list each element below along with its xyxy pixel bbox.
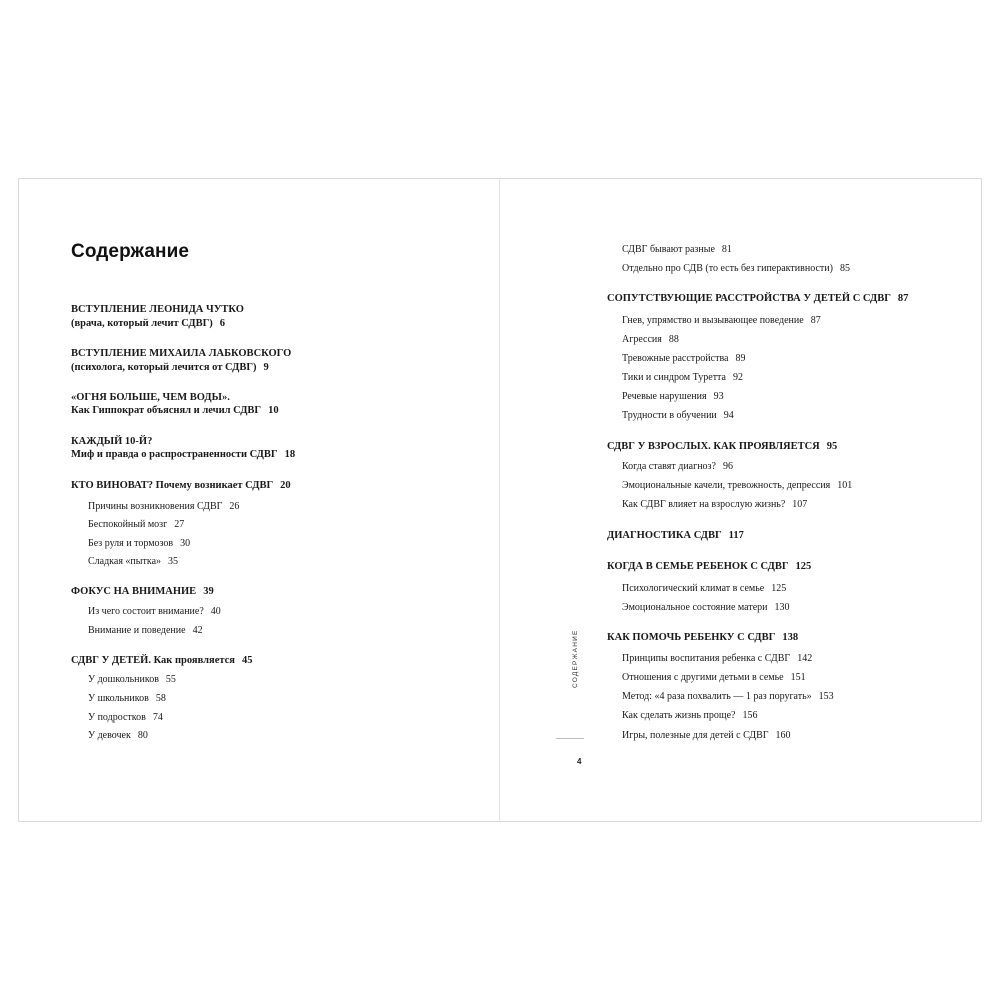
toc-entry-title: Гнев, упрямство и вызывающее поведение xyxy=(622,315,804,326)
toc-entry-title: Метод: «4 раза похвалить — 1 раз поругать» xyxy=(622,691,812,702)
toc-chapter-entry xyxy=(71,479,291,492)
toc-chapter-entry xyxy=(71,361,269,374)
toc-entry-title: Миф и правда о распространенности СДВГ xyxy=(71,449,278,460)
toc-section-entry xyxy=(622,333,679,346)
toc-entry-title: Отдельно про СДВ (то есть без гиперактивности) xyxy=(622,263,833,274)
toc-entry-page: 92 xyxy=(733,372,743,383)
page-title: Содержание xyxy=(71,241,190,262)
running-head-rule xyxy=(556,738,584,739)
toc-entry-title: КАК ПОМОЧЬ РЕБЕНКУ С СДВГ xyxy=(607,632,776,643)
toc-entry-title: КОГДА В СЕМЬЕ РЕБЕНОК С СДВГ xyxy=(607,561,789,572)
toc-entry-page: 6 xyxy=(219,318,226,329)
toc-entry-title: Сладкая «пытка» xyxy=(88,556,162,567)
toc-section-entry xyxy=(88,729,148,742)
toc-entry-title: Как СДВГ влияет на взрослую жизнь? xyxy=(622,499,786,510)
toc-chapter-entry xyxy=(607,292,908,305)
toc-entry-title: (врача, который лечит СДВГ) xyxy=(71,318,213,329)
toc-section-entry xyxy=(622,601,790,614)
toc-chapter-entry xyxy=(71,317,225,330)
toc-entry-title: КАЖДЫЙ 10-Й? xyxy=(71,436,153,447)
toc-entry-page: 138 xyxy=(782,632,799,643)
toc-entry-title: СДВГ У ДЕТЕЙ. Как проявляется xyxy=(71,655,235,666)
toc-entry-title: Как сделать жизнь проще? xyxy=(622,710,736,721)
toc-entry-page: 87 xyxy=(897,293,909,304)
toc-entry-title: Трудности в обучении xyxy=(622,410,717,421)
toc-chapter-entry xyxy=(607,631,798,644)
toc-chapter-entry xyxy=(71,435,159,448)
toc-entry-page: 9 xyxy=(263,362,269,373)
toc-chapter-entry xyxy=(71,585,214,598)
toc-entry-title: Тики и синдром Туретта xyxy=(622,372,726,383)
toc-section-entry xyxy=(622,479,852,492)
toc-entry-title: Внимание и поведение xyxy=(88,625,186,636)
toc-section-entry xyxy=(88,673,176,686)
toc-entry-title: Из чего состоит внимание? xyxy=(88,606,204,617)
toc-entry-page: 160 xyxy=(775,730,791,741)
toc-section-entry xyxy=(622,671,806,684)
toc-section-entry xyxy=(88,711,163,724)
toc-entry-page: 39 xyxy=(203,586,214,597)
toc-section-entry xyxy=(622,390,724,403)
toc-entry-title: СДВГ У ВЗРОСЛЫХ. КАК ПРОЯВЛЯЕТСЯ xyxy=(607,441,820,452)
toc-entry-page: 101 xyxy=(837,480,853,491)
toc-entry-page: 35 xyxy=(168,556,179,567)
toc-chapter-entry xyxy=(71,404,279,417)
toc-entry-title: Как Гиппократ объяснял и лечил СДВГ xyxy=(71,405,262,416)
toc-entry-page: 87 xyxy=(810,315,821,326)
toc-entry-page: 142 xyxy=(797,653,813,664)
toc-section-entry xyxy=(88,518,184,531)
toc-entry-page: 74 xyxy=(152,712,163,723)
toc-section-entry xyxy=(622,690,834,703)
toc-section-entry xyxy=(622,262,850,275)
toc-entry-page: 153 xyxy=(818,691,834,702)
toc-entry-page: 20 xyxy=(280,480,291,491)
page-fold xyxy=(499,178,500,822)
toc-entry-page: 18 xyxy=(284,449,296,460)
toc-entry-title: ВСТУПЛЕНИЕ МИХАИЛА ЛАБКОВСКОГО xyxy=(71,348,292,359)
toc-entry-title: Когда ставят диагноз? xyxy=(622,461,716,472)
toc-entry-title: Тревожные расстройства xyxy=(622,353,729,364)
toc-entry-page: 93 xyxy=(713,391,724,402)
toc-chapter-entry xyxy=(71,448,295,461)
toc-chapter-entry xyxy=(607,560,811,573)
toc-entry-title: Эмоциональные качели, тревожность, депрессия xyxy=(622,480,831,491)
toc-entry-title: «ОГНЯ БОЛЬШЕ, ЧЕМ ВОДЫ». xyxy=(71,392,230,403)
toc-entry-page: 30 xyxy=(180,538,191,549)
toc-entry-title: СДВГ бывают разные xyxy=(622,244,715,255)
toc-entry-page: 55 xyxy=(165,674,176,685)
toc-entry-title: У девочек xyxy=(88,730,131,741)
toc-section-entry xyxy=(622,409,734,422)
toc-section-entry xyxy=(88,624,203,637)
toc-section-entry xyxy=(622,582,786,595)
toc-entry-page: 88 xyxy=(668,334,679,345)
running-head: СОДЕРЖАНИЕ xyxy=(572,629,579,688)
toc-chapter-entry xyxy=(71,303,251,316)
toc-entry-page: 10 xyxy=(268,405,279,416)
toc-section-entry xyxy=(622,243,732,256)
toc-entry-page: 125 xyxy=(795,561,812,572)
toc-entry-title: (психолога, который лечится от СДВГ) xyxy=(71,362,257,373)
toc-entry-title: Принципы воспитания ребенка с СДВГ xyxy=(622,653,791,664)
toc-entry-page: 107 xyxy=(792,499,808,510)
toc-entry-page: 117 xyxy=(728,530,744,541)
toc-entry-title: У дошкольников xyxy=(88,674,159,685)
toc-section-entry xyxy=(88,500,239,513)
toc-chapter-entry xyxy=(71,391,237,404)
toc-entry-page: 95 xyxy=(826,441,838,452)
toc-entry-title: Игры, полезные для детей с СДВГ xyxy=(622,730,769,741)
toc-entry-page: 156 xyxy=(742,710,758,721)
toc-section-entry xyxy=(88,605,221,618)
toc-section-entry xyxy=(622,652,812,665)
toc-entry-page: 130 xyxy=(774,602,790,613)
toc-entry-title: Агрессия xyxy=(622,334,662,345)
toc-entry-page: 42 xyxy=(192,625,203,636)
toc-section-entry xyxy=(622,729,791,742)
toc-entry-page: 96 xyxy=(722,461,733,472)
toc-entry-title: Речевые нарушения xyxy=(622,391,707,402)
toc-entry-page: 125 xyxy=(771,583,787,594)
toc-entry-page: 58 xyxy=(155,693,166,704)
toc-section-entry xyxy=(622,352,745,365)
toc-section-entry xyxy=(88,692,166,705)
toc-entry-page: 94 xyxy=(723,410,734,421)
toc-chapter-entry xyxy=(71,347,298,360)
toc-section-entry xyxy=(88,555,178,568)
toc-entry-title: Психологический климат в семье xyxy=(622,583,765,594)
toc-entry-page: 40 xyxy=(210,606,221,617)
toc-section-entry xyxy=(622,314,821,327)
toc-entry-title: Отношения с другими детьми в семье xyxy=(622,672,784,683)
page-number: 4 xyxy=(577,757,582,766)
toc-section-entry xyxy=(622,709,757,722)
toc-entry-title: ДИАГНОСТИКА СДВГ xyxy=(607,530,722,541)
toc-entry-page: 27 xyxy=(174,519,185,530)
toc-entry-page: 85 xyxy=(839,263,850,274)
toc-entry-title: КТО ВИНОВАТ? Почему возникает СДВГ xyxy=(71,480,274,491)
toc-entry-title: У подростков xyxy=(88,712,146,723)
toc-section-entry xyxy=(88,537,190,550)
toc-chapter-entry xyxy=(607,440,837,453)
toc-entry-page: 89 xyxy=(735,353,746,364)
toc-entry-page: 80 xyxy=(137,730,148,741)
toc-section-entry xyxy=(622,371,743,384)
toc-entry-title: ВСТУПЛЕНИЕ ЛЕОНИДА ЧУТКО xyxy=(71,304,244,315)
toc-section-entry xyxy=(622,460,733,473)
toc-entry-title: Эмоциональное состояние матери xyxy=(622,602,768,613)
toc-entry-title: ФОКУС НА ВНИМАНИЕ xyxy=(71,586,197,597)
toc-entry-page: 151 xyxy=(790,672,806,683)
toc-entry-page: 26 xyxy=(229,501,240,512)
toc-entry-title: У школьников xyxy=(88,693,149,704)
toc-entry-title: Беспокойный мозг xyxy=(88,519,168,530)
toc-entry-title: СОПУТСТВУЮЩИЕ РАССТРОЙСТВА У ДЕТЕЙ С СДВГ xyxy=(607,293,891,304)
toc-entry-title: Без руля и тормозов xyxy=(88,538,174,549)
toc-chapter-entry xyxy=(71,654,253,667)
toc-entry-title: Причины возникновения СДВГ xyxy=(88,501,223,512)
toc-section-entry xyxy=(622,498,807,511)
toc-entry-page: 45 xyxy=(242,655,253,666)
toc-entry-page: 81 xyxy=(721,244,732,255)
toc-chapter-entry xyxy=(607,529,744,542)
